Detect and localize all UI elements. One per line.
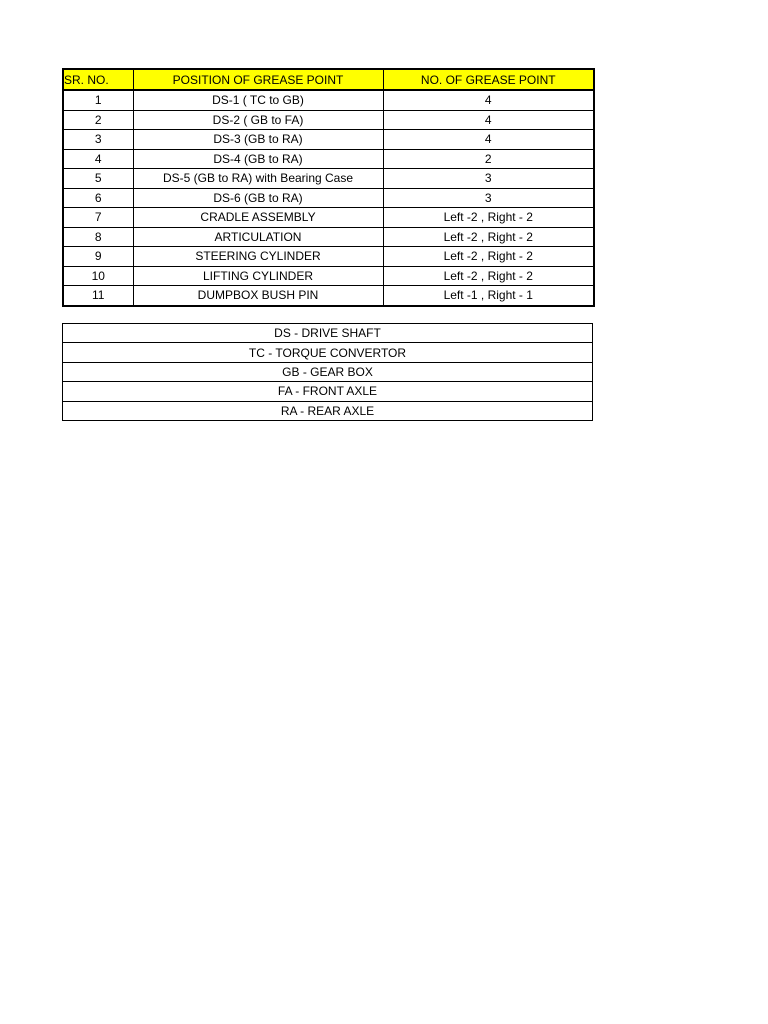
legend-entry: TC - TORQUE CONVERTOR [63, 343, 593, 362]
table-row [63, 208, 594, 228]
table-row [63, 227, 594, 247]
cell-count: 4 [383, 90, 594, 110]
grease-point-table [62, 68, 595, 307]
cell-sr: 2 [63, 110, 133, 130]
cell-position: LIFTING CYLINDER [133, 266, 383, 286]
cell-sr: 3 [63, 130, 133, 150]
cell-position: DS-4 (GB to RA) [133, 149, 383, 169]
cell-sr: 4 [63, 149, 133, 169]
cell-sr: 6 [63, 188, 133, 208]
cell-sr: 11 [63, 286, 133, 306]
header-position: POSITION OF GREASE POINT [133, 69, 383, 90]
legend-entry: RA - REAR AXLE [63, 401, 593, 420]
legend-row [63, 343, 593, 362]
legend-row [63, 401, 593, 420]
cell-position: DS-6 (GB to RA) [133, 188, 383, 208]
cell-position: STEERING CYLINDER [133, 247, 383, 267]
cell-position: ARTICULATION [133, 227, 383, 247]
legend-row [63, 324, 593, 343]
cell-count: Left -1 , Right - 1 [383, 286, 594, 306]
table-row [63, 247, 594, 267]
cell-position: DS-5 (GB to RA) with Bearing Case [133, 169, 383, 189]
cell-count: 4 [383, 110, 594, 130]
cell-count: 3 [383, 169, 594, 189]
cell-sr: 9 [63, 247, 133, 267]
cell-count: Left -2 , Right - 2 [383, 208, 594, 228]
cell-count: 2 [383, 149, 594, 169]
cell-count: Left -2 , Right - 2 [383, 266, 594, 286]
cell-sr: 10 [63, 266, 133, 286]
cell-count: 3 [383, 188, 594, 208]
cell-sr: 8 [63, 227, 133, 247]
legend-entry: DS - DRIVE SHAFT [63, 324, 593, 343]
legend-entry: GB - GEAR BOX [63, 362, 593, 381]
legend-row [63, 362, 593, 381]
cell-sr: 1 [63, 90, 133, 110]
cell-count: Left -2 , Right - 2 [383, 247, 594, 267]
cell-sr: 7 [63, 208, 133, 228]
cell-position: DUMPBOX BUSH PIN [133, 286, 383, 306]
legend-row [63, 382, 593, 401]
table-row [63, 266, 594, 286]
cell-count: 4 [383, 130, 594, 150]
legend-entry: FA - FRONT AXLE [63, 382, 593, 401]
table-header-row [63, 69, 594, 90]
cell-position: DS-1 ( TC to GB) [133, 90, 383, 110]
header-sr-no: SR. NO. [63, 69, 133, 90]
cell-position: DS-2 ( GB to FA) [133, 110, 383, 130]
cell-position: DS-3 (GB to RA) [133, 130, 383, 150]
table-row [63, 90, 594, 110]
table-row [63, 130, 594, 150]
abbreviation-legend-table [62, 323, 593, 421]
cell-sr: 5 [63, 169, 133, 189]
cell-count: Left -2 , Right - 2 [383, 227, 594, 247]
table-row [63, 149, 594, 169]
table-row [63, 110, 594, 130]
header-count: NO. OF GREASE POINT [383, 69, 594, 90]
table-row [63, 188, 594, 208]
table-row [63, 169, 594, 189]
table-row [63, 286, 594, 306]
cell-position: CRADLE ASSEMBLY [133, 208, 383, 228]
